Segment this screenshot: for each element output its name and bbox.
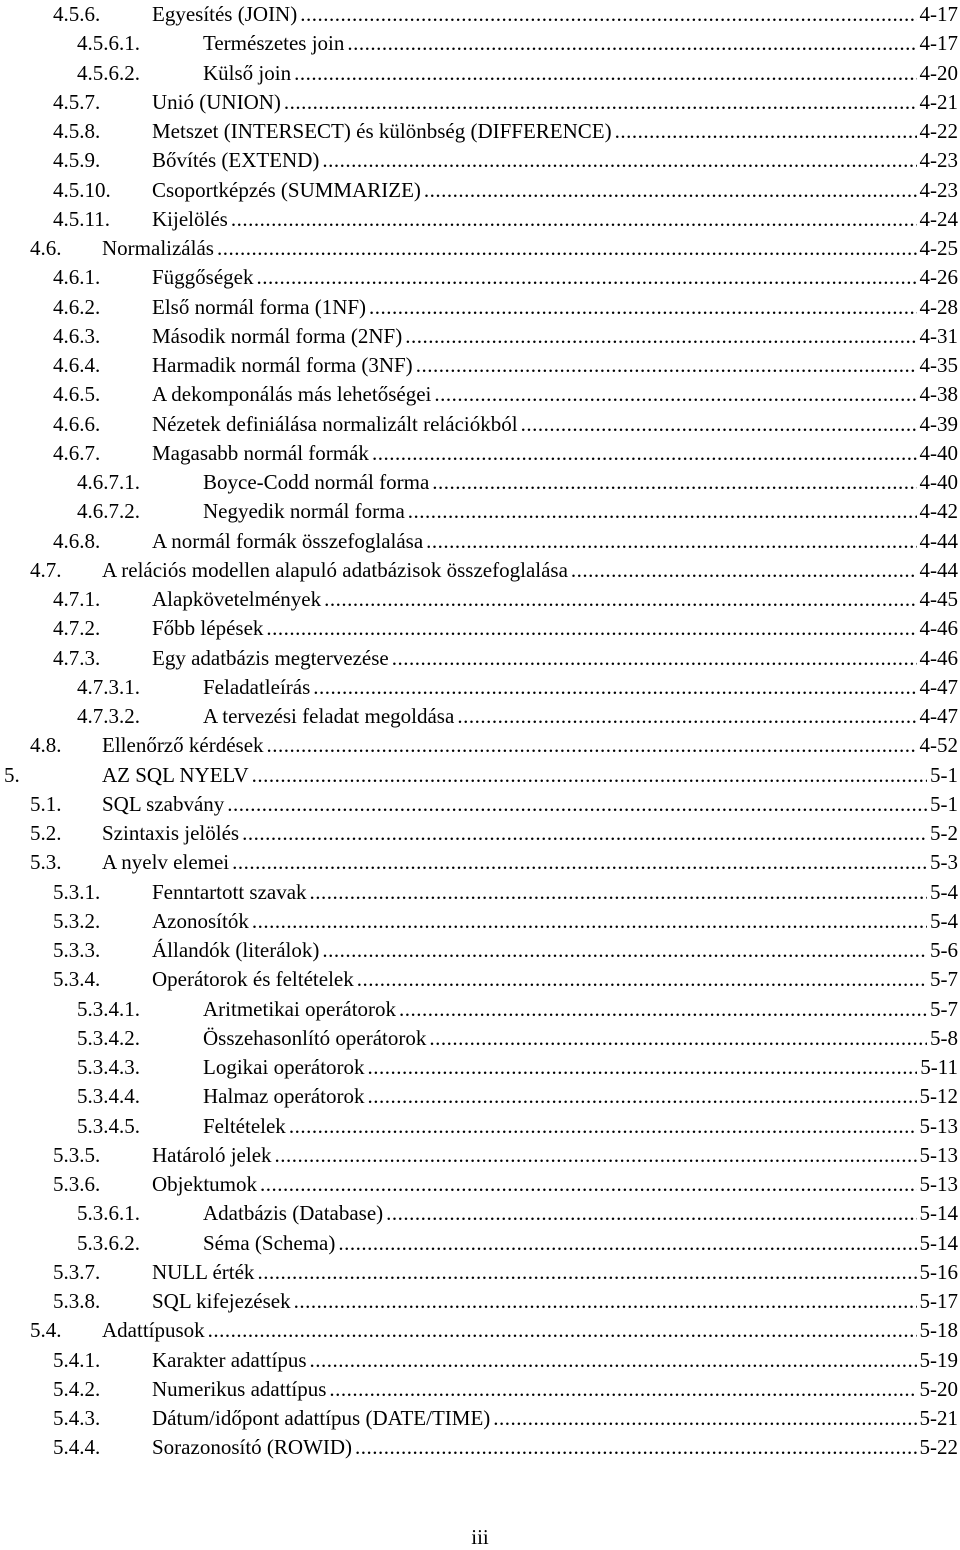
toc-entry-number: 5.4.2. xyxy=(53,1376,101,1401)
toc-dot-leader xyxy=(399,995,927,1024)
toc-entry[interactable] xyxy=(30,731,958,760)
toc-entry-title: A tervezési feladat megoldása xyxy=(203,704,455,728)
toc-entry-page: 5-17 xyxy=(919,1289,958,1313)
toc-dot-leader xyxy=(217,234,917,263)
toc-dot-leader xyxy=(493,1404,916,1433)
toc-entry-number: 5.3.6. xyxy=(53,1172,101,1196)
toc-entry-title: Feltételek xyxy=(203,1113,286,1138)
toc-entry[interactable] xyxy=(53,965,958,994)
toc-entry-title: Dátum/időpont adattípus (DATE/TIME) xyxy=(152,1406,491,1430)
toc-entry-title: Szintaxis jelölés xyxy=(102,821,240,845)
toc-entry[interactable] xyxy=(53,1346,958,1375)
toc-entry[interactable] xyxy=(30,790,958,819)
toc-entry-number: 4.6.6. xyxy=(53,411,101,436)
toc-entry[interactable] xyxy=(30,556,958,585)
toc-entry-title: SQL szabvány xyxy=(102,791,225,816)
toc-dot-leader xyxy=(571,556,917,585)
toc-entry-title: Bővítés (EXTEND) xyxy=(152,148,320,173)
toc-entry-page: 5-1 xyxy=(930,762,958,787)
toc-entry-number: 5.3.8. xyxy=(53,1289,101,1313)
toc-entry-page: 5-1 xyxy=(930,791,958,816)
toc-entry-number: 5.3.6.2. xyxy=(77,1230,140,1255)
toc-entry-number: 4.6.7. xyxy=(53,440,101,465)
toc-entry-title: Ellenőrző kérdések xyxy=(102,733,264,758)
toc-entry-title: Harmadik normál forma (3NF) xyxy=(152,353,413,377)
toc-entry[interactable] xyxy=(77,1199,958,1228)
toc-entry-number: 4.6.7.1. xyxy=(77,470,140,494)
toc-entry-title: Boyce-Codd normál forma xyxy=(203,470,430,494)
toc-entry-title: Numerikus adattípus xyxy=(152,1376,327,1401)
toc-entry-page: 5-21 xyxy=(919,1406,958,1430)
toc-entry-page: 4-17 xyxy=(919,2,958,26)
toc-entry-number: 5.3.5. xyxy=(53,1142,101,1167)
toc-dot-leader xyxy=(368,1082,917,1111)
toc-entry[interactable] xyxy=(53,146,958,175)
toc-entry[interactable] xyxy=(53,1287,958,1316)
toc-dot-leader xyxy=(208,1316,917,1345)
toc-entry-title: Aritmetikai operátorok xyxy=(203,996,397,1021)
toc-entry-title: Adattípusok xyxy=(102,1318,205,1343)
toc-entry[interactable] xyxy=(77,995,958,1024)
toc-entry-number: 5.4.1. xyxy=(53,1347,101,1372)
toc-entry[interactable] xyxy=(53,644,958,673)
toc-entry-page: 5-7 xyxy=(930,996,958,1021)
toc-dot-leader xyxy=(322,936,927,965)
toc-entry-number: 5.3.4. xyxy=(53,967,101,992)
toc-entry-page: 4-21 xyxy=(919,89,958,114)
toc-dot-leader xyxy=(260,1170,917,1199)
toc-dot-leader xyxy=(372,439,917,468)
toc-entry-title: Alapkövetelmények xyxy=(152,587,322,611)
toc-entry-title: Egy adatbázis megtervezése xyxy=(152,645,389,670)
toc-entry-title: Egyesítés (JOIN) xyxy=(152,2,298,26)
toc-entry[interactable] xyxy=(53,380,958,409)
toc-entry-number: 4.6.5. xyxy=(53,382,101,407)
toc-entry-title: Fenntartott szavak xyxy=(152,879,307,904)
toc-dot-leader xyxy=(429,1024,927,1053)
toc-dot-leader xyxy=(416,351,917,380)
toc-entry[interactable] xyxy=(53,1404,958,1433)
toc-entry-page: 4-42 xyxy=(919,499,958,524)
toc-entry-page: 5-6 xyxy=(930,938,958,962)
toc-entry[interactable] xyxy=(53,527,958,556)
toc-entry[interactable] xyxy=(53,293,958,322)
toc-entry[interactable] xyxy=(30,1316,958,1345)
toc-entry-number: 4.5.6. xyxy=(53,2,101,26)
toc-dot-leader xyxy=(252,761,927,790)
toc-dot-leader xyxy=(275,1141,917,1170)
toc-entry-title: A relációs modellen alapuló adatbázisok összefoglalása xyxy=(102,557,568,582)
toc-entry-page: 5-14 xyxy=(919,1230,958,1255)
toc-entry-title: Operátorok és feltételek xyxy=(152,967,354,992)
toc-entry-page: 4-38 xyxy=(919,382,958,407)
toc-dot-leader xyxy=(357,965,927,994)
toc-entry[interactable] xyxy=(53,439,958,468)
toc-entry-page: 5-2 xyxy=(930,821,958,845)
toc-entry-number: 4.7.2. xyxy=(53,616,101,641)
toc-entry[interactable] xyxy=(53,585,958,614)
toc-dot-leader xyxy=(408,497,917,526)
toc-dot-leader xyxy=(355,1433,916,1462)
toc-entry-page: 5-3 xyxy=(930,850,958,875)
toc-entry-title: A dekomponálás más lehetőségei xyxy=(152,382,432,407)
toc-entry-number: 4.5.6.1. xyxy=(77,31,140,56)
toc-entry-title: NULL érték xyxy=(152,1259,255,1284)
toc-entry-page: 4-52 xyxy=(919,733,958,758)
toc-entry-title: Külső join xyxy=(203,60,292,85)
toc-entry-title: Normalizálás xyxy=(102,236,214,260)
toc-entry-number: 5.3. xyxy=(30,850,62,875)
toc-entry[interactable] xyxy=(53,322,958,351)
toc-entry-title: AZ SQL NYELV xyxy=(102,762,249,787)
toc-entry-page: 5-11 xyxy=(920,1055,958,1079)
toc-entry-page: 4-26 xyxy=(919,265,958,290)
toc-dot-leader xyxy=(289,1112,917,1141)
toc-entry-number: 5.3.6.1. xyxy=(77,1201,140,1226)
toc-entry-page: 4-23 xyxy=(919,177,958,202)
toc-entry-number: 5.3.1. xyxy=(53,879,101,904)
toc-entry-number: 4.7. xyxy=(30,557,62,582)
toc-entry[interactable] xyxy=(53,410,958,439)
toc-entry-page: 4-25 xyxy=(919,236,958,260)
toc-entry[interactable] xyxy=(77,497,958,526)
toc-dot-leader xyxy=(266,614,916,643)
toc-entry-page: 4-23 xyxy=(919,148,958,173)
toc-entry-page: 4-20 xyxy=(919,60,958,85)
toc-entry-title: Sorazonosító (ROWID) xyxy=(152,1435,353,1460)
toc-entry-title: Kijelölés xyxy=(152,206,228,231)
toc-entry-title: Halmaz operátorok xyxy=(203,1084,365,1109)
toc-dot-leader xyxy=(322,146,916,175)
toc-entry[interactable] xyxy=(4,761,958,790)
toc-entry-number: 5.3.3. xyxy=(53,938,101,962)
toc-dot-leader xyxy=(257,1258,916,1287)
toc-entry-number: 5. xyxy=(4,762,20,787)
toc-entry-number: 4.5.6.2. xyxy=(77,60,140,85)
toc-entry-number: 5.4.3. xyxy=(53,1406,101,1430)
toc-entry-title: Határoló jelek xyxy=(152,1142,272,1167)
toc-entry[interactable] xyxy=(77,673,958,702)
toc-entry-page: 4-39 xyxy=(919,411,958,436)
toc-dot-leader xyxy=(338,1229,916,1258)
toc-entry-number: 5.3.4.2. xyxy=(77,1025,140,1050)
toc-dot-leader xyxy=(324,585,916,614)
toc-entry-number: 5.1. xyxy=(30,791,62,816)
toc-entry-title: Metszet (INTERSECT) és különbség (DIFFERENCE) xyxy=(152,119,612,143)
toc-entry-page: 4-46 xyxy=(919,645,958,670)
toc-entry-number: 4.7.3.2. xyxy=(77,704,140,728)
toc-entry-page: 5-13 xyxy=(919,1172,958,1196)
toc-entry-page: 4-46 xyxy=(919,616,958,641)
toc-entry[interactable] xyxy=(53,907,958,936)
toc-entry-page: 5-12 xyxy=(919,1084,958,1109)
toc-entry-title: Főbb lépések xyxy=(152,616,264,641)
toc-entry[interactable] xyxy=(53,176,958,205)
toc-entry-title: Negyedik normál forma xyxy=(203,499,405,524)
toc-entry-number: 4.5.7. xyxy=(53,89,101,114)
toc-entry-title: Első normál forma (1NF) xyxy=(152,294,367,319)
toc-dot-leader xyxy=(294,1287,917,1316)
toc-dot-leader xyxy=(457,702,916,731)
toc-entry-page: 4-47 xyxy=(919,704,958,728)
toc-dot-leader xyxy=(284,88,917,117)
toc-entry-page: 4-40 xyxy=(919,440,958,465)
toc-entry-title: Természetes join xyxy=(203,31,345,56)
toc-dot-leader xyxy=(267,731,917,760)
toc-entry-page: 5-14 xyxy=(919,1201,958,1226)
toc-dot-leader xyxy=(300,0,916,29)
toc-entry-number: 5.3.4.1. xyxy=(77,996,140,1021)
toc-dot-leader xyxy=(257,263,917,292)
toc-entry[interactable] xyxy=(53,117,958,146)
toc-entry[interactable] xyxy=(77,1229,958,1258)
toc-entry[interactable] xyxy=(77,1053,958,1082)
toc-entry-title: Állandók (literálok) xyxy=(152,938,320,962)
toc-entry[interactable] xyxy=(53,614,958,643)
toc-entry-number: 4.7.1. xyxy=(53,587,101,611)
toc-entry[interactable] xyxy=(53,1375,958,1404)
toc-entry-title: Karakter adattípus xyxy=(152,1347,307,1372)
toc-dot-leader xyxy=(369,293,916,322)
toc-entry-title: Nézetek definiálása normalizált relációkból xyxy=(152,411,518,436)
toc-dot-leader xyxy=(368,1053,918,1082)
toc-entry[interactable] xyxy=(30,819,958,848)
toc-entry-page: 4-24 xyxy=(919,206,958,231)
toc-dot-leader xyxy=(242,819,927,848)
toc-entry-title: Objektumok xyxy=(152,1172,257,1196)
toc-entry[interactable] xyxy=(53,936,958,965)
toc-entry-number: 4.6.8. xyxy=(53,528,101,553)
toc-entry-page: 4-28 xyxy=(919,294,958,319)
toc-entry[interactable] xyxy=(53,205,958,234)
toc-dot-leader xyxy=(386,1199,916,1228)
toc-dot-leader xyxy=(434,380,916,409)
toc-entry-page: 5-4 xyxy=(930,879,958,904)
toc-entry[interactable] xyxy=(53,1258,958,1287)
toc-dot-leader xyxy=(310,878,927,907)
toc-entry-number: 4.6.1. xyxy=(53,265,101,290)
toc-entry[interactable] xyxy=(77,59,958,88)
toc-entry-number: 5.2. xyxy=(30,821,62,845)
toc-entry-page: 4-17 xyxy=(919,31,958,56)
toc-entry-number: 4.7.3.1. xyxy=(77,674,140,699)
toc-entry[interactable] xyxy=(77,1112,958,1141)
toc-entry-page: 5-20 xyxy=(919,1376,958,1401)
toc-entry[interactable] xyxy=(77,702,958,731)
toc-entry-title: Feladatleírás xyxy=(203,674,311,699)
toc-entry-page: 5-8 xyxy=(930,1025,958,1050)
toc-entry-title: Adatbázis (Database) xyxy=(203,1201,384,1226)
toc-entry[interactable] xyxy=(30,234,958,263)
toc-entry[interactable] xyxy=(30,848,958,877)
toc-entry[interactable] xyxy=(53,1433,958,1462)
toc-entry-page: 5-13 xyxy=(919,1113,958,1138)
toc-entry[interactable] xyxy=(53,1141,958,1170)
toc-entry[interactable] xyxy=(53,1170,958,1199)
toc-entry-page: 4-47 xyxy=(919,674,958,699)
toc-entry-page: 4-31 xyxy=(919,323,958,348)
toc-entry-number: 4.5.8. xyxy=(53,119,101,143)
toc-dot-leader xyxy=(329,1375,916,1404)
toc-entry[interactable] xyxy=(53,88,958,117)
toc-entry-number: 4.5.10. xyxy=(53,177,111,202)
toc-entry-title: Unió (UNION) xyxy=(152,89,281,114)
toc-entry-number: 4.6.2. xyxy=(53,294,101,319)
toc-entry-number: 4.6.7.2. xyxy=(77,499,140,524)
toc-entry-number: 4.5.11. xyxy=(53,206,110,231)
toc-entry-number: 4.5.9. xyxy=(53,148,101,173)
toc-entry[interactable] xyxy=(53,263,958,292)
toc-entry-page: 5-16 xyxy=(919,1259,958,1284)
toc-entry-number: 5.3.4.3. xyxy=(77,1055,140,1079)
toc-dot-leader xyxy=(521,410,917,439)
toc-dot-leader xyxy=(294,59,916,88)
toc-dot-leader xyxy=(310,1346,917,1375)
toc-entry[interactable] xyxy=(77,29,958,58)
toc-entry-number: 5.3.2. xyxy=(53,908,101,933)
toc-entry[interactable] xyxy=(77,468,958,497)
toc-entry[interactable] xyxy=(53,351,958,380)
toc-entry-title: Séma (Schema) xyxy=(203,1230,336,1255)
toc-dot-leader xyxy=(313,673,916,702)
toc-dot-leader xyxy=(424,176,917,205)
toc-dot-leader xyxy=(615,117,917,146)
toc-entry-page: 4-45 xyxy=(919,587,958,611)
toc-entry-title: Magasabb normál formák xyxy=(152,440,369,465)
toc-entry-page: 4-35 xyxy=(919,353,958,377)
toc-entry-title: SQL kifejezések xyxy=(152,1289,291,1313)
toc-entry-page: 4-22 xyxy=(919,119,958,143)
toc-entry-title: Azonosítók xyxy=(152,908,249,933)
toc-entry-number: 5.3.7. xyxy=(53,1259,101,1284)
toc-entry-page: 5-13 xyxy=(919,1142,958,1167)
toc-entry-page: 5-7 xyxy=(930,967,958,992)
toc-entry-number: 4.6.3. xyxy=(53,323,101,348)
toc-entry-number: 5.4. xyxy=(30,1318,62,1343)
toc-entry-page: 4-40 xyxy=(919,470,958,494)
toc-dot-leader xyxy=(432,468,916,497)
toc-entry-number: 4.6.4. xyxy=(53,353,101,377)
toc-entry-title: Logikai operátorok xyxy=(203,1055,365,1079)
toc-entry-page: 5-19 xyxy=(919,1347,958,1372)
toc-entry-number: 5.4.4. xyxy=(53,1435,101,1460)
toc-entry-title: Második normál forma (2NF) xyxy=(152,323,403,348)
toc-dot-leader xyxy=(426,527,916,556)
toc-entry-number: 5.3.4.4. xyxy=(77,1084,140,1109)
toc-entry-page: 4-44 xyxy=(919,557,958,582)
toc-dot-leader xyxy=(392,644,917,673)
toc-entry[interactable] xyxy=(77,1082,958,1111)
toc-entry-number: 4.6. xyxy=(30,236,62,260)
page-number: iii xyxy=(471,1525,489,1549)
toc-entry-title: Csoportképzés (SUMMARIZE) xyxy=(152,177,421,202)
toc-entry[interactable] xyxy=(77,1024,958,1053)
toc-dot-leader xyxy=(252,907,927,936)
toc-entry-title: A normál formák összefoglalása xyxy=(152,528,424,553)
toc-entry-page: 5-22 xyxy=(919,1435,958,1460)
toc-entry-title: Összehasonlító operátorok xyxy=(203,1025,427,1050)
toc-dot-leader xyxy=(405,322,916,351)
toc-entry[interactable] xyxy=(53,0,958,29)
toc-entry-page: 5-18 xyxy=(919,1318,958,1343)
toc-entry-page: 5-4 xyxy=(930,908,958,933)
toc-entry-number: 5.3.4.5. xyxy=(77,1113,140,1138)
toc-dot-leader xyxy=(227,790,927,819)
toc-entry[interactable] xyxy=(53,878,958,907)
toc-entry-page: 4-44 xyxy=(919,528,958,553)
toc-entry-title: Függőségek xyxy=(152,265,254,290)
toc-entry-number: 4.8. xyxy=(30,733,62,758)
toc-dot-leader xyxy=(232,848,927,877)
toc-entry-number: 4.7.3. xyxy=(53,645,101,670)
toc-dot-leader xyxy=(231,205,917,234)
toc-entry-title: A nyelv elemei xyxy=(102,850,230,875)
toc-dot-leader xyxy=(347,29,916,58)
